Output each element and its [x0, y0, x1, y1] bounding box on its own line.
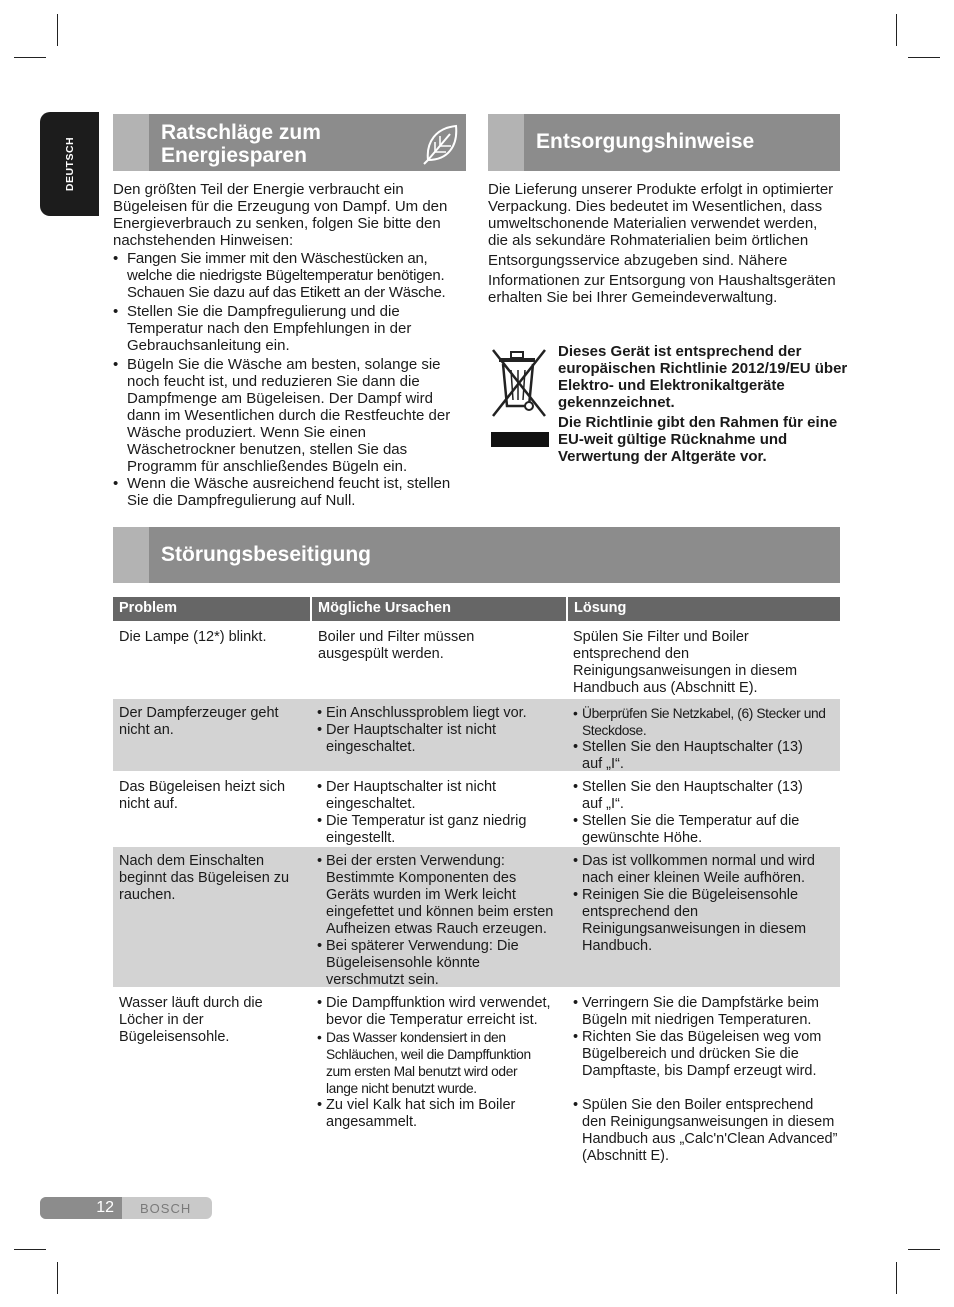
header-swatch: [113, 114, 149, 171]
solution-cell: Spülen Sie Filter und Boiler entsprechend den Reinigungsanweisungen in diesem Handbuch aus (Abschnitt E).: [573, 629, 798, 696]
solution-cell: [573, 995, 837, 1165]
crop-mark: [14, 1249, 46, 1250]
disposal-text: [488, 181, 840, 309]
disposal-section-header: [488, 114, 840, 171]
causes-cell: [317, 995, 567, 1131]
cause-item: • Bei späterer Verwendung: Die Bügeleisensohle könnte verschmutzt sein.: [317, 938, 536, 989]
energy-title: [161, 121, 321, 167]
table-row: [113, 989, 840, 1167]
brand-name: BOSCH: [140, 1201, 192, 1216]
solution-item: • Überprüfen Sie Netzkabel, (6) Stecker und Steckdose.: [573, 705, 835, 739]
table-row: [113, 623, 840, 697]
disposal-directive: [558, 343, 848, 468]
solution-item: • Das ist vollkommen normal und wird nach einer kleinen Weile aufhören.: [573, 853, 834, 887]
header-label: Lösung: [574, 600, 627, 616]
solution-cell: [573, 779, 835, 847]
table-row: [113, 847, 840, 987]
crop-mark: [896, 1262, 897, 1294]
header-label: Problem: [119, 600, 178, 616]
table-header-problem: [113, 597, 310, 621]
energy-intro-text: Den größten Teil der Energie verbraucht ein Bügeleisen für die Erzeugung von Dampf. Um den Energieverbrauch zu senken, folgen Sie bitte den nachstehenden Hinweisen:: [113, 181, 448, 249]
causes-cell: [317, 779, 563, 847]
language-tab: [40, 112, 99, 216]
table-row: [113, 773, 840, 845]
crop-mark: [908, 1249, 940, 1250]
crop-mark: [896, 14, 897, 46]
causes-cell: [317, 853, 565, 989]
cause-item: • Ein Anschlussproblem liegt vor.: [317, 705, 563, 722]
solution-item: • Stellen Sie den Hauptschalter (13) auf „I“.: [573, 739, 822, 773]
cause-item: • Zu viel Kalk hat sich im Boiler angesammelt.: [317, 1097, 551, 1131]
crop-mark: [908, 57, 940, 58]
energy-title-line1: Ratschläge zum: [161, 121, 321, 144]
energy-section-header: [113, 114, 466, 171]
solution-cell: [573, 705, 835, 773]
crossed-out-bin-icon: [489, 346, 549, 448]
crop-mark: [57, 1262, 58, 1294]
solution-cell: [573, 853, 835, 955]
disposal-title: Entsorgungshinweise: [536, 130, 755, 153]
troubleshooting-section-header: [113, 527, 840, 583]
table-row: [113, 699, 840, 771]
cause-item: • Der Hauptschalter ist nicht eingeschaltet.: [317, 779, 516, 813]
cause-item: • Die Temperatur ist ganz niedrig eingestellt.: [317, 813, 551, 847]
energy-title-line2: Energiesparen: [161, 144, 307, 167]
disposal-paragraph-2: Entsorgungsservice abzugeben sind. Nähere: [488, 252, 788, 269]
solution-item: • Spülen Sie den Boiler entsprechend den Reinigungsanweisungen in diesem Handbuch aus „Calc'n'Clean Advanced” (Abschnitt E).: [573, 1097, 838, 1165]
crop-mark: [14, 57, 46, 58]
problem-cell: Die Lampe (12*) blinkt.: [119, 629, 267, 645]
leaf-icon: [422, 122, 462, 166]
cause-item: • Bei der ersten Verwendung: Bestimmte Komponenten des Geräts wurden im Werk leicht eingefettet und können beim ersten Aufheizen etwas Rauch erzeugen.: [317, 853, 562, 938]
energy-tip: • Fangen Sie immer mit den Wäschestücken an, welche die niedrigste Bügeltemperatur benötigen. Schauen Sie dazu auf das Etikett an der Wäsche.: [113, 250, 469, 301]
cause-item: • Das Wasser kondensiert in den Schläuchen, weil die Dampffunktion zum ersten Mal benutzt wird oder lange nicht benutzt wurde.: [317, 1029, 551, 1097]
problem-cell: Das Bügeleisen heizt sich nicht auf.: [119, 779, 286, 812]
energy-tip: • Bügeln Sie die Wäsche am besten, solange sie noch feucht ist, und reduzieren Sie dann die Dampfmenge am Bügeleisen. Der Dampf wird dann im Wesentlichen durch die Restfeuchte der Wäsche produziert. Wenn Sie einen Wäschetrockner benutzen, stellen Sie das Programm für anschließendes Bügeln ein.: [113, 356, 467, 475]
directive-text-1: Dieses Gerät ist entsprechend der europäischen Richtlinie 2012/19/EU über Elektro- und Elektronikaltgeräte gekennzeichnet.: [558, 343, 848, 411]
page-number-text: 12: [96, 1199, 114, 1216]
disposal-paragraph-3: Informationen zur Entsorgung von Haushaltsgeräten erhalten Sie bei Ihrer Gemeindeverwaltung.: [488, 272, 836, 306]
energy-tip: • Wenn die Wäsche ausreichend feucht ist, stellen Sie die Dampfregulierung auf Null.: [113, 475, 457, 509]
page-number: [40, 1197, 122, 1219]
causes-cell: Boiler und Filter müssen ausgespült werden.: [318, 629, 475, 662]
table-header-causes: [312, 597, 566, 621]
table-header-solution: [568, 597, 840, 621]
solution-item: • Richten Sie das Bügeleisen weg vom Bügelbereich und drücken Sie die Dampftaste, bis Dampf erzeugt wird.: [573, 1029, 837, 1080]
energy-tip: • Stellen Sie die Dampfregulierung und die Temperatur nach den Empfehlungen in der Gebrauchsanleitung ein.: [113, 303, 457, 354]
solution-item: • Stellen Sie die Temperatur auf die gewünschte Höhe.: [573, 813, 822, 847]
problem-cell: Der Dampferzeuger geht nicht an.: [119, 705, 279, 738]
disposal-paragraph-1: Die Lieferung unserer Produkte erfolgt in optimierter Verpackung. Dies bedeutet im Wesentlichen, dass umweltschonende Materialien verwendet werden, die als sekundäre Rohmaterialien beim örtlichen: [488, 181, 834, 249]
language-tab-label: DEUTSCH: [64, 136, 76, 192]
crop-mark: [57, 14, 58, 46]
header-swatch: [488, 114, 524, 171]
solution-item: • Reinigen Sie die Bügeleisensohle entsprechend den Reinigungsanweisungen in diesem Handbuch.: [573, 887, 822, 955]
cause-item: • Die Dampffunktion wird verwendet, bevor die Temperatur erreicht ist.: [317, 995, 566, 1029]
cause-item: • Der Hauptschalter ist nicht eingeschaltet.: [317, 722, 516, 756]
causes-cell: [317, 705, 563, 756]
energy-intro: [113, 181, 469, 252]
header-swatch: [113, 527, 149, 583]
problem-cell: Nach dem Einschalten beginnt das Bügeleisen zu rauchen.: [119, 853, 290, 903]
problem-cell: Wasser läuft durch die Löcher in der Bügeleisensohle.: [119, 995, 263, 1045]
directive-text-2: Die Richtlinie gibt den Rahmen für eine EU-weit gültige Rücknahme und Verwertung der Altgeräte vor.: [558, 414, 838, 465]
solution-item: • Verringern Sie die Dampfstärke beim Bügeln mit niedrigen Temperaturen.: [573, 995, 834, 1029]
header-label: Mögliche Ursachen: [318, 600, 451, 616]
solution-item: • Stellen Sie den Hauptschalter (13) auf „I“.: [573, 779, 822, 813]
troubleshooting-title: Störungsbeseitigung: [161, 543, 371, 566]
